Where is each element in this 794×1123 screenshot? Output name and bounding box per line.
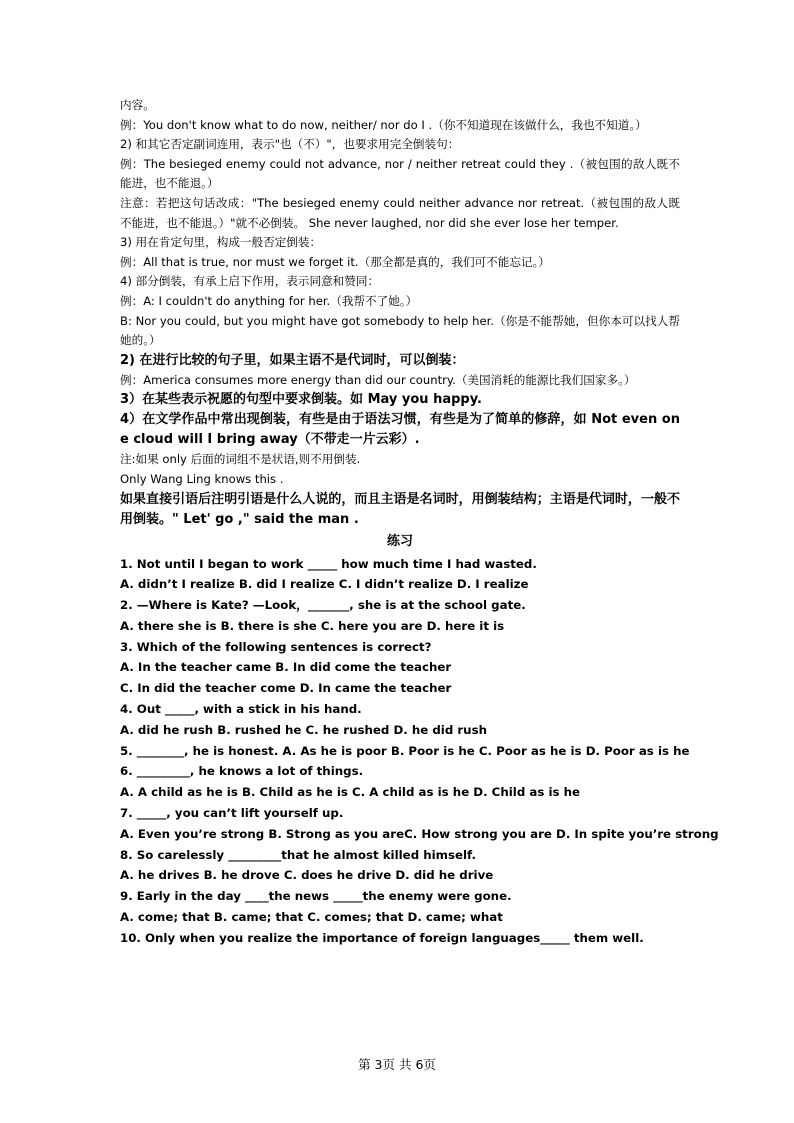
exercise-options: A. come; that B. came; that C. comes; that D. came; what: [120, 910, 503, 925]
exercise-options: A. didn’t I realize B. did I realize C. I didn’t realize D. I realize: [120, 577, 529, 592]
exercise-question: 4. Out _____, with a stick in his hand.: [120, 702, 362, 717]
exercise-question: 10. Only when you realize the importance of foreign languages_____ them well.: [120, 930, 644, 945]
exercise-question: 9. Early in the day ____the news _____the enemy were gone.: [120, 889, 512, 904]
exercise-question: 8. So carelessly _________that he almost killed himself.: [120, 847, 477, 862]
exercise-options: A. In the teacher came B. In did come the teacher: [120, 660, 452, 675]
exercise-options: A. Even you’re strong B. Strong as you areC. How strong you are D. In spite you’re strong: [120, 826, 719, 841]
note-paragraph: 例：A: I couldn't do anything for her.（我帮不了她。）: [120, 293, 418, 308]
bold-note-paragraph: 2) 在进行比较的句子里，如果主语不是代词时，可以倒装：: [120, 352, 465, 368]
bold-note-paragraph: 如果直接引语后注明引语是什么人说的，而且主语是名词时，用倒装结构；主语是代词时，一般不用倒装。" Let' go ," said the man .: [120, 491, 680, 527]
bold-note-paragraph: 3）在某些表示祝愿的句型中要求倒装。如 May you happy.: [120, 392, 482, 408]
exercise-question: 7. _____, you can’t lift yourself up.: [120, 806, 344, 821]
exercise-question: 5. ________, he is honest. A. As he is poor B. Poor is he C. Poor as he is D. Poor as is he: [120, 743, 690, 758]
exercise-question: 6. _________, he knows a lot of things.: [120, 764, 364, 779]
page-content: [120, 96, 719, 949]
note-paragraph: Only Wang Ling knows this .: [120, 471, 284, 486]
exercise-options: A. A child as he is B. Child as he is C. A child as is he D. Child as is he: [120, 785, 581, 800]
grammar-notes: [120, 96, 680, 530]
note-paragraph: 例：America consumes more energy than did our country.（美国消耗的能源比我们国家多。）: [120, 372, 636, 387]
note-paragraph: 3) 用在肯定句里，构成一般否定倒装：: [120, 235, 322, 250]
exercise-options: C. In did the teacher come D. In came the teacher: [120, 681, 452, 696]
exercise-options: A. there she is B. there is she C. here you are D. here it is: [120, 618, 505, 633]
note-paragraph: B: Nor you could, but you might have got somebody to help her.（你是不能帮她，但你本可以找人帮她的。）: [120, 313, 680, 348]
exercise-options: A. he drives B. he drove C. does he drive D. did he drive: [120, 868, 494, 883]
exercise-options: A. did he rush B. rushed he C. he rushed D. he did rush: [120, 722, 488, 737]
exercise-list: [120, 554, 719, 949]
note-paragraph: 注意：若把这句话改成："The besieged enemy could neither advance nor retreat.（被包围的敌人既不能进，也不能退。）"就不必倒装。 She never laughed, nor did she ever lose her temper.: [120, 195, 680, 230]
note-paragraph: 内容。: [120, 98, 155, 112]
exercise-question: 3. Which of the following sentences is correct?: [120, 639, 432, 654]
exercise-question: 2. —Where is Kate? —Look，_______, she is at the school gate.: [120, 598, 526, 613]
exercise-question: 1. Not until I began to work _____ how much time I had wasted.: [120, 556, 537, 571]
exercise-title: 练习: [386, 533, 413, 549]
bold-note-paragraph: 4）在文学作品中常出现倒装，有些是由于语法习惯，有些是为了简单的修辞，如 Not even one cloud will I bring away（不带走一片云彩）.: [120, 412, 680, 448]
note-paragraph: 例：All that is true, nor must we forget it.（那全都是真的，我们可不能忘记。）: [120, 254, 550, 269]
page-footer: 第 3页 共 6页: [358, 1057, 436, 1072]
note-paragraph: 例：You don't know what to do now, neither/ nor do I .（你不知道现在该做什么，我也不知道。）: [120, 117, 647, 132]
note-paragraph: 2) 和其它否定副词连用，表示"也（不）"，也要求用完全倒装句：: [120, 137, 460, 152]
note-paragraph: 例：The besieged enemy could not advance, nor / neither retreat could they .（被包围的敌人既不能进，也不能退。）: [120, 156, 680, 191]
note-paragraph: 注:如果 only 后面的词组不是状语,则不用倒装.: [120, 452, 361, 467]
note-paragraph: 4) 部分倒装，有承上启下作用，表示同意和赞同：: [120, 274, 380, 289]
